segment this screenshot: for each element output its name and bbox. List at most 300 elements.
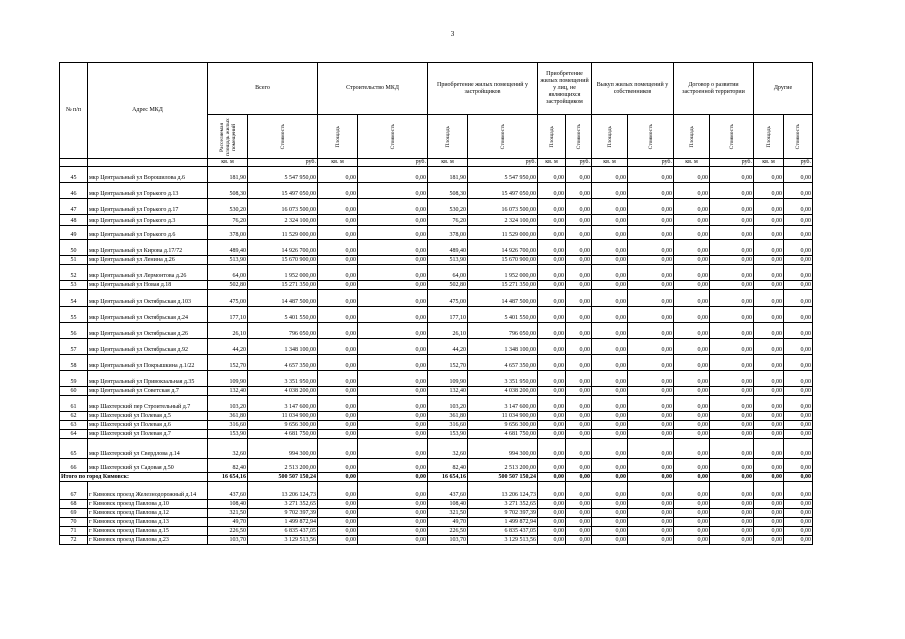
area-cell: 0,00 — [592, 265, 628, 281]
cost-cell: 0,00 — [710, 473, 754, 482]
table-row — [60, 167, 813, 183]
cost-cell: 11 034 900,00 — [248, 412, 318, 421]
cost-cell: 0,00 — [358, 167, 428, 183]
area-cell: 321,50 — [208, 509, 248, 518]
cost-cell: 0,00 — [566, 459, 592, 473]
cost-cell: 0,00 — [784, 307, 813, 323]
area-cell: 0,00 — [538, 473, 566, 482]
area-cell: 489,40 — [428, 240, 468, 256]
cost-cell: 14 487 500,00 — [468, 290, 538, 307]
area-cell: 0,00 — [538, 265, 566, 281]
units-cell — [88, 159, 208, 167]
header-sub-area — [754, 115, 784, 159]
table-row — [60, 199, 813, 215]
cost-cell: 0,00 — [358, 482, 428, 500]
cost-cell: 0,00 — [566, 412, 592, 421]
cost-cell: 5 547 950,00 — [248, 167, 318, 183]
area-cell: 0,00 — [318, 265, 358, 281]
cost-cell: 2 324 100,00 — [468, 215, 538, 226]
area-cell: 0,00 — [754, 307, 784, 323]
cost-cell: 0,00 — [566, 536, 592, 545]
total-label: Итого по город Кимовск: — [60, 473, 208, 482]
row-number: 56 — [60, 323, 88, 339]
area-cell: 108,40 — [428, 500, 468, 509]
area-cell: 0,00 — [318, 226, 358, 240]
cost-cell: 0,00 — [784, 183, 813, 199]
address-cell: мкр Шахтерский ул Полевая д.6 — [88, 421, 208, 430]
table-row — [60, 482, 813, 500]
area-cell: 0,00 — [318, 439, 358, 459]
cost-cell: 0,00 — [710, 439, 754, 459]
cost-cell: 14 487 500,00 — [248, 290, 318, 307]
area-cell: 0,00 — [754, 323, 784, 339]
address-cell: мкр Центральный ул Горького д.3 — [88, 215, 208, 226]
row-number: 66 — [60, 459, 88, 473]
header-sub-cost — [784, 115, 813, 159]
cost-cell: 3 129 513,56 — [248, 536, 318, 545]
cost-cell: 0,00 — [784, 439, 813, 459]
area-cell: 226,50 — [208, 527, 248, 536]
cost-cell: 0,00 — [358, 412, 428, 421]
cost-cell: 5 401 550,00 — [248, 307, 318, 323]
area-cell: 0,00 — [674, 240, 710, 256]
cost-cell: 0,00 — [358, 226, 428, 240]
cost-cell: 0,00 — [628, 240, 674, 256]
area-cell: 0,00 — [318, 215, 358, 226]
address-cell: мкр Центральный ул Горького д.6 — [88, 226, 208, 240]
cost-cell: 3 147 600,00 — [248, 396, 318, 412]
area-cell: 0,00 — [592, 199, 628, 215]
cost-cell: 0,00 — [710, 167, 754, 183]
table-row — [60, 412, 813, 421]
row-number: 54 — [60, 290, 88, 307]
table-row — [60, 500, 813, 509]
cost-cell: 0,00 — [784, 482, 813, 500]
cost-cell: 0,00 — [358, 459, 428, 473]
area-cell: 0,00 — [592, 215, 628, 226]
address-cell: мкр Центральный ул Октябрьская д.103 — [88, 290, 208, 307]
cost-cell: 0,00 — [358, 307, 428, 323]
area-cell: 153,90 — [428, 430, 468, 439]
cost-cell: 15 271 350,00 — [248, 281, 318, 290]
cost-cell: 9 702 397,39 — [248, 509, 318, 518]
row-number: 64 — [60, 430, 88, 439]
units-row — [60, 159, 813, 167]
area-cell: 0,00 — [538, 430, 566, 439]
area-cell: 0,00 — [674, 387, 710, 396]
row-number: 59 — [60, 371, 88, 387]
area-cell: 0,00 — [674, 459, 710, 473]
header-sub-cost — [248, 115, 318, 159]
cost-cell: 15 271 350,00 — [468, 281, 538, 290]
cost-cell: 15 497 050,00 — [468, 183, 538, 199]
header-sub-label: Стоимость — [279, 123, 286, 150]
area-cell: 64,00 — [208, 265, 248, 281]
area-cell: 0,00 — [674, 281, 710, 290]
cost-cell: 16 073 500,00 — [248, 199, 318, 215]
area-cell: 0,00 — [592, 527, 628, 536]
area-cell: 44,20 — [208, 339, 248, 355]
area-cell: 475,00 — [208, 290, 248, 307]
area-cell: 0,00 — [592, 226, 628, 240]
cost-cell: 0,00 — [784, 536, 813, 545]
row-number: 61 — [60, 396, 88, 412]
cost-cell: 0,00 — [358, 473, 428, 482]
header-group-total: Всего — [208, 63, 318, 115]
cost-cell: 0,00 — [710, 536, 754, 545]
cost-cell: 0,00 — [566, 355, 592, 371]
cost-cell: 16 073 500,00 — [468, 199, 538, 215]
cost-cell: 0,00 — [628, 265, 674, 281]
units-cell: кв. м — [318, 159, 358, 167]
area-cell: 0,00 — [318, 355, 358, 371]
area-cell: 103,20 — [208, 396, 248, 412]
cost-cell: 3 351 950,00 — [468, 371, 538, 387]
area-cell: 0,00 — [318, 371, 358, 387]
area-cell: 0,00 — [592, 500, 628, 509]
cost-cell: 11 034 900,00 — [468, 412, 538, 421]
units-cell: кв. м — [538, 159, 566, 167]
cost-cell: 6 835 437,05 — [468, 527, 538, 536]
units-cell: кв. м — [592, 159, 628, 167]
cost-cell: 0,00 — [566, 396, 592, 412]
area-cell: 0,00 — [318, 500, 358, 509]
address-cell: мкр Центральный ул Привокзальная д.35 — [88, 371, 208, 387]
area-cell: 0,00 — [318, 256, 358, 265]
area-cell: 0,00 — [318, 459, 358, 473]
cost-cell: 0,00 — [784, 396, 813, 412]
total-row — [60, 473, 813, 482]
cost-cell: 0,00 — [566, 371, 592, 387]
cost-cell: 0,00 — [710, 215, 754, 226]
area-cell: 103,70 — [428, 536, 468, 545]
area-cell: 0,00 — [318, 396, 358, 412]
area-cell: 0,00 — [592, 183, 628, 199]
cost-cell: 0,00 — [710, 430, 754, 439]
address-cell: г Кимовск проезд Павлова д.13 — [88, 518, 208, 527]
cost-cell: 9 702 397,39 — [468, 509, 538, 518]
cost-cell: 0,00 — [710, 421, 754, 430]
area-cell: 0,00 — [674, 527, 710, 536]
area-cell: 0,00 — [538, 500, 566, 509]
header-group-other: Другие — [754, 63, 813, 115]
table-row — [60, 215, 813, 226]
area-cell: 0,00 — [318, 281, 358, 290]
cost-cell: 0,00 — [358, 430, 428, 439]
cost-cell: 994 300,00 — [248, 439, 318, 459]
cost-cell: 0,00 — [784, 421, 813, 430]
area-cell: 0,00 — [754, 459, 784, 473]
address-cell: мкр Центральный ул Новая д.18 — [88, 281, 208, 290]
area-cell: 0,00 — [754, 509, 784, 518]
area-cell: 109,90 — [208, 371, 248, 387]
area-cell: 0,00 — [318, 167, 358, 183]
area-cell: 0,00 — [674, 265, 710, 281]
address-cell: мкр Шахтерский ул Полевая д.5 — [88, 412, 208, 421]
area-cell: 64,00 — [428, 265, 468, 281]
cost-cell: 0,00 — [784, 256, 813, 265]
address-cell: г Кимовск проезд Железнодорожный д.14 — [88, 482, 208, 500]
units-cell: руб. — [248, 159, 318, 167]
units-cell: кв. м — [674, 159, 710, 167]
cost-cell: 0,00 — [358, 509, 428, 518]
area-cell: 0,00 — [674, 290, 710, 307]
cost-cell: 0,00 — [358, 536, 428, 545]
area-cell: 0,00 — [592, 339, 628, 355]
area-cell: 0,00 — [318, 412, 358, 421]
cost-cell: 0,00 — [628, 473, 674, 482]
address-cell: мкр Центральный ул Октябрьская д.92 — [88, 339, 208, 355]
row-number: 46 — [60, 183, 88, 199]
header-sub-cost — [628, 115, 674, 159]
row-number: 67 — [60, 482, 88, 500]
table-row — [60, 226, 813, 240]
area-cell: 513,90 — [428, 256, 468, 265]
area-cell: 0,00 — [538, 339, 566, 355]
header-sub-cost — [566, 115, 592, 159]
header-sub-area — [318, 115, 358, 159]
header-sub-label: Стоимость — [499, 123, 506, 150]
cost-cell: 0,00 — [710, 482, 754, 500]
table-row — [60, 527, 813, 536]
table-row — [60, 396, 813, 412]
area-cell: 0,00 — [754, 281, 784, 290]
address-cell: мкр Шахтерский пер Строительный д.7 — [88, 396, 208, 412]
row-number: 69 — [60, 509, 88, 518]
header-address: Адрес МКД — [88, 63, 208, 159]
cost-cell: 796 050,00 — [468, 323, 538, 339]
cost-cell: 0,00 — [628, 430, 674, 439]
area-cell: 82,40 — [208, 459, 248, 473]
header-sub-label: Площадь — [688, 125, 695, 148]
header-sub-total-area — [208, 115, 248, 159]
area-cell: 0,00 — [318, 421, 358, 430]
area-cell: 0,00 — [754, 240, 784, 256]
row-number: 71 — [60, 527, 88, 536]
area-cell: 0,00 — [592, 387, 628, 396]
area-cell: 316,60 — [208, 421, 248, 430]
cost-cell: 0,00 — [566, 500, 592, 509]
row-number: 68 — [60, 500, 88, 509]
area-cell: 0,00 — [538, 183, 566, 199]
area-cell: 181,90 — [208, 167, 248, 183]
cost-cell: 0,00 — [784, 500, 813, 509]
cost-cell: 0,00 — [566, 323, 592, 339]
cost-cell: 0,00 — [710, 256, 754, 265]
cost-cell: 3 271 352,65 — [248, 500, 318, 509]
area-cell: 82,40 — [428, 459, 468, 473]
row-number: 52 — [60, 265, 88, 281]
area-cell: 0,00 — [538, 396, 566, 412]
row-number: 63 — [60, 421, 88, 430]
address-cell: г Кимовск проезд Павлова д.12 — [88, 509, 208, 518]
area-cell: 0,00 — [318, 482, 358, 500]
area-cell: 32,60 — [208, 439, 248, 459]
header-group-territory-contract: Договор о развитии застроенной территории — [674, 63, 754, 115]
cost-cell: 3 271 352,65 — [468, 500, 538, 509]
table-row — [60, 509, 813, 518]
cost-cell: 3 147 600,00 — [468, 396, 538, 412]
cost-cell: 13 206 124,73 — [248, 482, 318, 500]
area-cell: 0,00 — [754, 527, 784, 536]
area-cell: 0,00 — [754, 167, 784, 183]
cost-cell: 0,00 — [784, 527, 813, 536]
area-cell: 0,00 — [674, 396, 710, 412]
cost-cell: 2 324 100,00 — [248, 215, 318, 226]
cost-cell: 0,00 — [358, 215, 428, 226]
area-cell: 16 654,16 — [208, 473, 248, 482]
header-group-nondeveloper-purchase: Приобретение жилых помещений у лиц, не являющихся застройщиком — [538, 63, 592, 115]
area-cell: 32,60 — [428, 439, 468, 459]
area-cell: 437,60 — [208, 482, 248, 500]
cost-cell: 0,00 — [628, 323, 674, 339]
area-cell: 0,00 — [754, 430, 784, 439]
area-cell: 0,00 — [754, 355, 784, 371]
address-cell: мкр Шахтерский ул Полевая д.7 — [88, 430, 208, 439]
area-cell: 0,00 — [318, 536, 358, 545]
area-cell: 0,00 — [674, 518, 710, 527]
area-cell: 0,00 — [538, 439, 566, 459]
row-number: 57 — [60, 339, 88, 355]
area-cell: 0,00 — [754, 396, 784, 412]
cost-cell: 4 681 750,00 — [468, 430, 538, 439]
cost-cell: 0,00 — [358, 183, 428, 199]
cost-cell: 11 529 000,00 — [468, 226, 538, 240]
area-cell: 0,00 — [592, 412, 628, 421]
area-cell: 0,00 — [538, 355, 566, 371]
area-cell: 0,00 — [674, 307, 710, 323]
cost-cell: 0,00 — [710, 355, 754, 371]
area-cell: 0,00 — [318, 199, 358, 215]
area-cell: 0,00 — [538, 459, 566, 473]
area-cell: 0,00 — [754, 371, 784, 387]
cost-cell: 11 529 000,00 — [248, 226, 318, 240]
address-cell: мкр Центральный ул Покрышкина д.1/22 — [88, 355, 208, 371]
row-number: 60 — [60, 387, 88, 396]
table-row — [60, 281, 813, 290]
cost-cell: 0,00 — [628, 439, 674, 459]
table-row — [60, 256, 813, 265]
header-sub-label: Площадь — [548, 125, 555, 148]
area-cell: 16 654,16 — [428, 473, 468, 482]
cost-cell: 0,00 — [784, 290, 813, 307]
table-row — [60, 439, 813, 459]
cost-cell: 9 656 300,00 — [468, 421, 538, 430]
cost-cell: 994 300,00 — [468, 439, 538, 459]
header-sub-label: Площадь — [765, 125, 772, 148]
area-cell: 0,00 — [538, 167, 566, 183]
area-cell: 0,00 — [592, 323, 628, 339]
area-cell: 181,90 — [428, 167, 468, 183]
area-cell: 0,00 — [318, 518, 358, 527]
area-cell: 0,00 — [754, 256, 784, 265]
cost-cell: 15 497 050,00 — [248, 183, 318, 199]
cost-cell: 0,00 — [710, 412, 754, 421]
cost-cell: 0,00 — [628, 387, 674, 396]
cost-cell: 0,00 — [710, 240, 754, 256]
table-row — [60, 371, 813, 387]
cost-cell: 796 050,00 — [248, 323, 318, 339]
header-sub-label: Стоимость — [575, 123, 582, 150]
cost-cell: 5 401 550,00 — [468, 307, 538, 323]
area-cell: 0,00 — [592, 430, 628, 439]
row-number: 72 — [60, 536, 88, 545]
cost-cell: 0,00 — [628, 355, 674, 371]
address-cell: мкр Шахтерский ул Садовая д.50 — [88, 459, 208, 473]
area-cell: 0,00 — [318, 290, 358, 307]
cost-cell: 0,00 — [566, 527, 592, 536]
area-cell: 0,00 — [674, 421, 710, 430]
header-sub-label: Стоимость — [389, 123, 396, 150]
area-cell: 0,00 — [318, 509, 358, 518]
table-row — [60, 421, 813, 430]
area-cell: 0,00 — [674, 183, 710, 199]
cost-cell: 0,00 — [784, 412, 813, 421]
area-cell: 0,00 — [318, 387, 358, 396]
cost-cell: 4 681 750,00 — [248, 430, 318, 439]
area-cell: 0,00 — [754, 387, 784, 396]
address-cell: мкр Центральный ул Горького д.13 — [88, 183, 208, 199]
area-cell: 44,20 — [428, 339, 468, 355]
table-row — [60, 265, 813, 281]
cost-cell: 4 038 200,00 — [468, 387, 538, 396]
area-cell: 0,00 — [538, 371, 566, 387]
area-cell: 0,00 — [674, 167, 710, 183]
area-cell: 0,00 — [538, 307, 566, 323]
area-cell: 0,00 — [538, 482, 566, 500]
cost-cell: 0,00 — [710, 387, 754, 396]
row-number: 70 — [60, 518, 88, 527]
cost-cell: 3 351 950,00 — [248, 371, 318, 387]
area-cell: 0,00 — [538, 518, 566, 527]
area-cell: 508,30 — [208, 183, 248, 199]
address-cell: г Кимовск проезд Павлова д.10 — [88, 500, 208, 509]
cost-cell: 1 348 100,00 — [468, 339, 538, 355]
cost-cell: 0,00 — [784, 387, 813, 396]
table-row — [60, 536, 813, 545]
area-cell: 0,00 — [592, 167, 628, 183]
cost-cell: 500 507 150,24 — [248, 473, 318, 482]
cost-cell: 0,00 — [628, 371, 674, 387]
cost-cell: 4 657 350,00 — [468, 355, 538, 371]
area-cell: 0,00 — [538, 387, 566, 396]
row-number: 45 — [60, 167, 88, 183]
cost-cell: 0,00 — [566, 215, 592, 226]
cost-cell: 4 657 350,00 — [248, 355, 318, 371]
area-cell: 489,40 — [208, 240, 248, 256]
address-cell: г Кимовск проезд Павлова д.15 — [88, 527, 208, 536]
cost-cell: 0,00 — [710, 371, 754, 387]
header-sub-label: Стоимость — [728, 123, 735, 150]
header-sub-area — [592, 115, 628, 159]
cost-cell: 0,00 — [628, 226, 674, 240]
cost-cell: 0,00 — [784, 509, 813, 518]
area-cell: 0,00 — [674, 199, 710, 215]
area-cell: 0,00 — [592, 290, 628, 307]
cost-cell: 0,00 — [784, 199, 813, 215]
cost-cell: 0,00 — [628, 307, 674, 323]
area-cell: 0,00 — [674, 371, 710, 387]
area-cell: 0,00 — [538, 226, 566, 240]
area-cell: 0,00 — [674, 482, 710, 500]
area-cell: 0,00 — [538, 323, 566, 339]
page-number: 3 — [450, 30, 455, 38]
cost-cell: 0,00 — [358, 421, 428, 430]
cost-cell: 0,00 — [566, 167, 592, 183]
area-cell: 0,00 — [318, 183, 358, 199]
cost-cell: 0,00 — [710, 459, 754, 473]
area-cell: 321,50 — [428, 509, 468, 518]
